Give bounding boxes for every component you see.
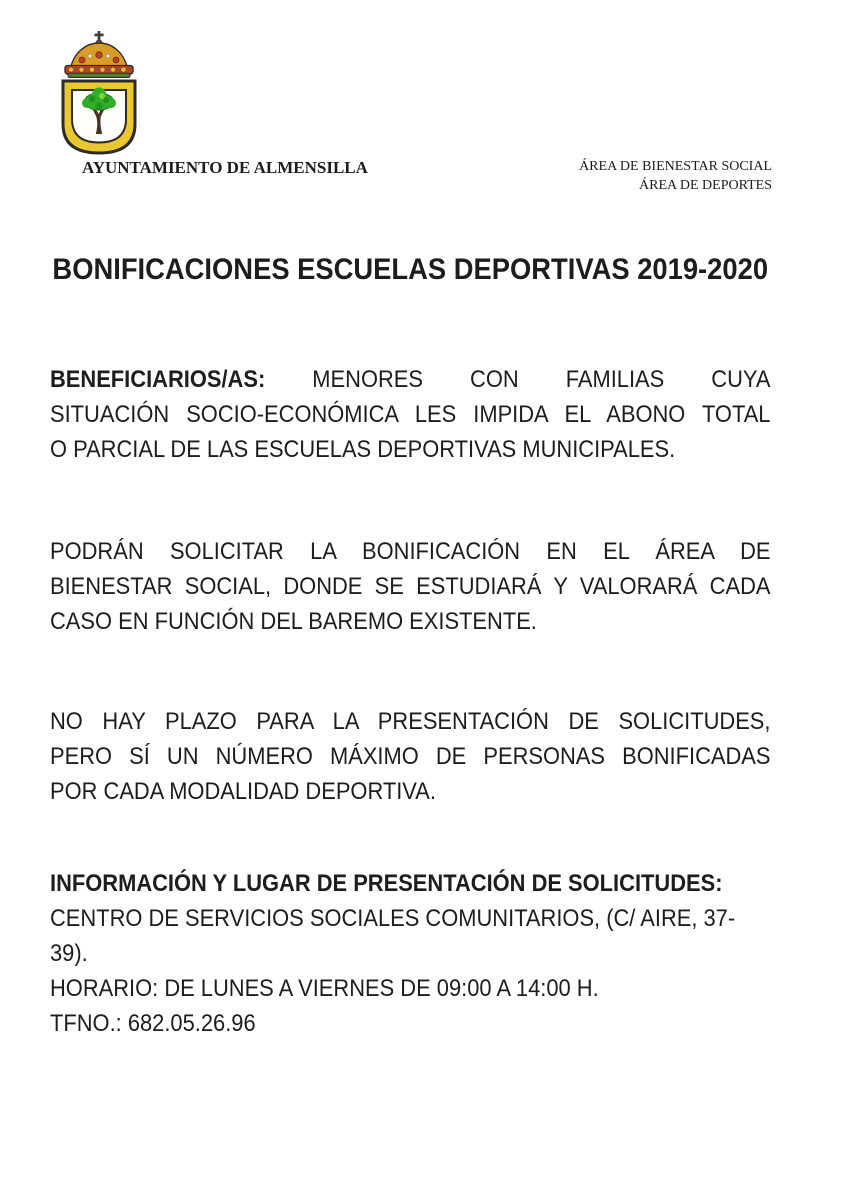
paragraph-line: CASO EN FUNCIÓN DEL BAREMO EXISTENTE. [50,608,537,635]
beneficiaries-lead: BENEFICIARIOS/AS: [50,366,266,393]
department-line-social: ÁREA DE BIENESTAR SOCIAL [579,159,772,174]
paragraph-line: PERO SÍ UN NÚMERO MÁXIMO DE PERSONAS BONIFICADAS [50,743,771,770]
page-title: BONIFICACIONES ESCUELAS DEPORTIVAS 2019-2020 [52,253,769,286]
paragraph-line: POR CADA MODALIDAD DEPORTIVA. [50,778,436,805]
info-schedule: HORARIO: DE LUNES A VIERNES DE 09:00 A 14:00 H. [50,975,599,1002]
info-section [50,866,770,1041]
paragraph-line: O PARCIAL DE LAS ESCUELAS DEPORTIVAS MUNICIPALES. [50,436,676,463]
paragraph-line: PODRÁN SOLICITAR LA BONIFICACIÓN EN EL ÁREA DE [50,538,771,565]
paragraph-application [50,534,770,639]
info-address: CENTRO DE SERVICIOS SOCIALES COMUNITARIOS, (C/ AIRE, 37-39). [50,905,736,967]
info-phone: TFNO.: 682.05.26.96 [50,1010,256,1037]
org-name: AYUNTAMIENTO DE ALMENSILLA [82,158,368,177]
beneficiaries-line1-rest: MENORES CON FAMILIAS CUYA [312,366,771,393]
shield-icon [63,81,135,153]
coat-of-arms-logo [58,30,142,156]
paragraph-deadline [50,704,770,809]
crown-icon [65,31,133,78]
paragraph-line: SITUACIÓN SOCIO-ECONÓMICA LES IMPIDA EL ABONO TOTAL [50,401,771,428]
department-block [579,157,772,195]
info-heading: INFORMACIÓN Y LUGAR DE PRESENTACIÓN DE SOLICITUDES: [50,870,723,897]
department-line-sports: ÁREA DE DEPORTES [639,178,772,193]
paragraph-beneficiaries [50,362,770,467]
paragraph-line: BIENESTAR SOCIAL, DONDE SE ESTUDIARÁ Y VALORARÁ CADA [50,573,771,600]
paragraph-line: NO HAY PLAZO PARA LA PRESENTACIÓN DE SOLICITUDES, [50,708,771,735]
paragraph-line [50,362,770,397]
